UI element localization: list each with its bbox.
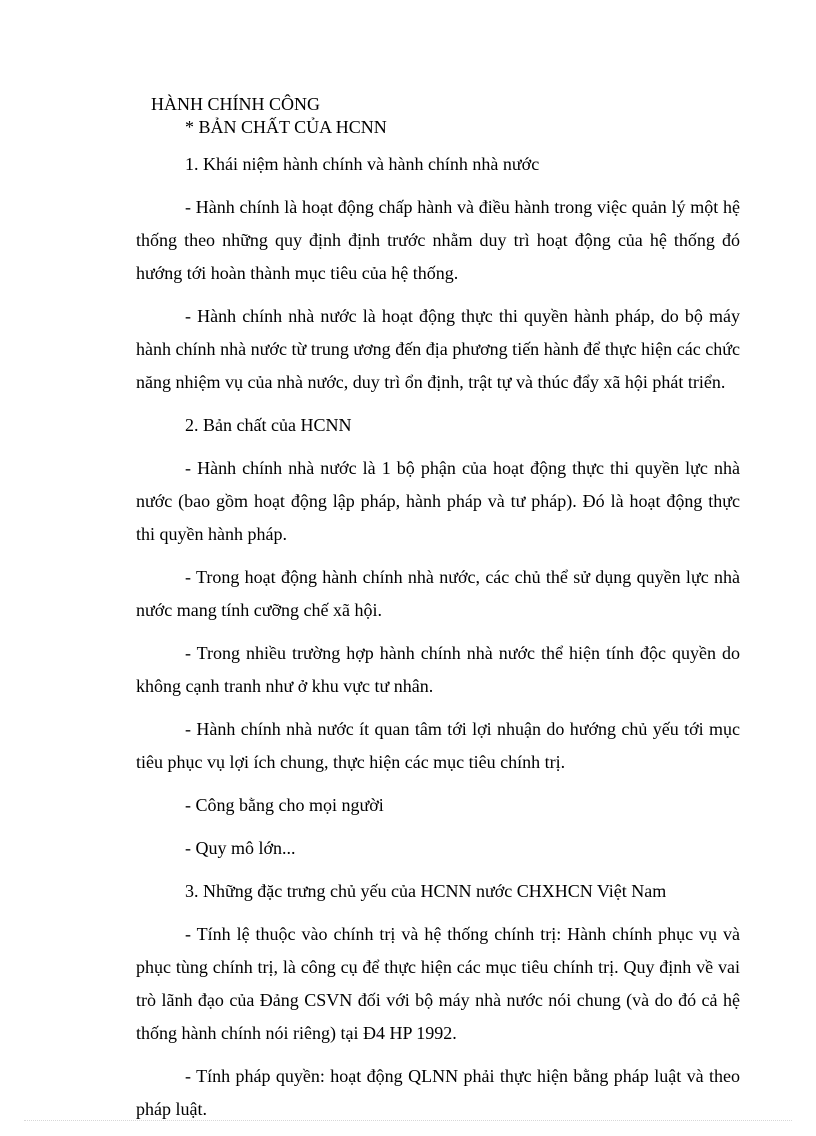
paragraph-definition-state-admin: - Hành chính nhà nước là hoạt động thực thi quyền hành pháp, do bộ máy hành chính nhà nước từ trung ương đến địa phương tiến hành để thực hiện các chức năng nhiệm vụ của nhà nước, duy trì ổn định, trật tự và thúc đẩy xã hội phát triển. — [136, 306, 740, 392]
paragraph-nature-monopoly: - Trong nhiều trường hợp hành chính nhà nước thể hiện tính độc quyền do không cạnh tranh như ở khu vực tư nhân. — [136, 643, 740, 696]
page-bottom-divider — [24, 1120, 792, 1121]
paragraph-nature-coercion: - Trong hoạt động hành chính nhà nước, các chủ thể sử dụng quyền lực nhà nước mang tính cưỡng chế xã hội. — [136, 567, 740, 620]
section-title: * BẢN CHẤT CỦA HCNN — [185, 117, 387, 137]
heading-definition: 1. Khái niệm hành chính và hành chính nhà nước — [185, 154, 540, 174]
heading-nature: 2. Bản chất của HCNN — [185, 415, 352, 435]
heading-characteristics: 3. Những đặc trưng chủ yếu của HCNN nước CHXHCN Việt Nam — [185, 881, 667, 901]
paragraph-definition-admin: - Hành chính là hoạt động chấp hành và điều hành trong việc quản lý một hệ thống theo những quy định định trước nhằm duy trì hoạt động của hệ thống đó hướng tới hoàn thành mục tiêu của hệ thống. — [136, 197, 740, 283]
document-title: HÀNH CHÍNH CÔNG — [151, 94, 320, 114]
paragraph-nature-part-of-power: - Hành chính nhà nước là 1 bộ phận của hoạt động thực thi quyền lực nhà nước (bao gồm hoạt động lập pháp, hành pháp và tư pháp). Đó là hoạt động thực thi quyền hành pháp. — [136, 458, 740, 544]
paragraph-characteristics-political: - Tính lệ thuộc vào chính trị và hệ thống chính trị: Hành chính phục vụ và phục tùng chính trị, là công cụ để thực hiện các mục tiêu chính trị. Quy định về vai trò lãnh đạo của Đảng CSVN đối với bộ máy nhà nước nói chung (và do đó cả hệ thống hành chính nói riêng) tại Đ4 HP 1992. — [136, 924, 740, 1043]
paragraph-nature-fairness: - Công bằng cho mọi người — [185, 795, 384, 815]
paragraph-characteristics-rule-of-law: - Tính pháp quyền: hoạt động QLNN phải thực hiện bằng pháp luật và theo pháp luật. — [136, 1066, 740, 1119]
paragraph-nature-public-benefit: - Hành chính nhà nước ít quan tâm tới lợi nhuận do hướng chủ yếu tới mục tiêu phục vụ lợi ích chung, thực hiện các mục tiêu chính trị. — [136, 719, 740, 772]
paragraph-nature-scale: - Quy mô lớn... — [185, 838, 296, 858]
document-body — [136, 93, 740, 1136]
